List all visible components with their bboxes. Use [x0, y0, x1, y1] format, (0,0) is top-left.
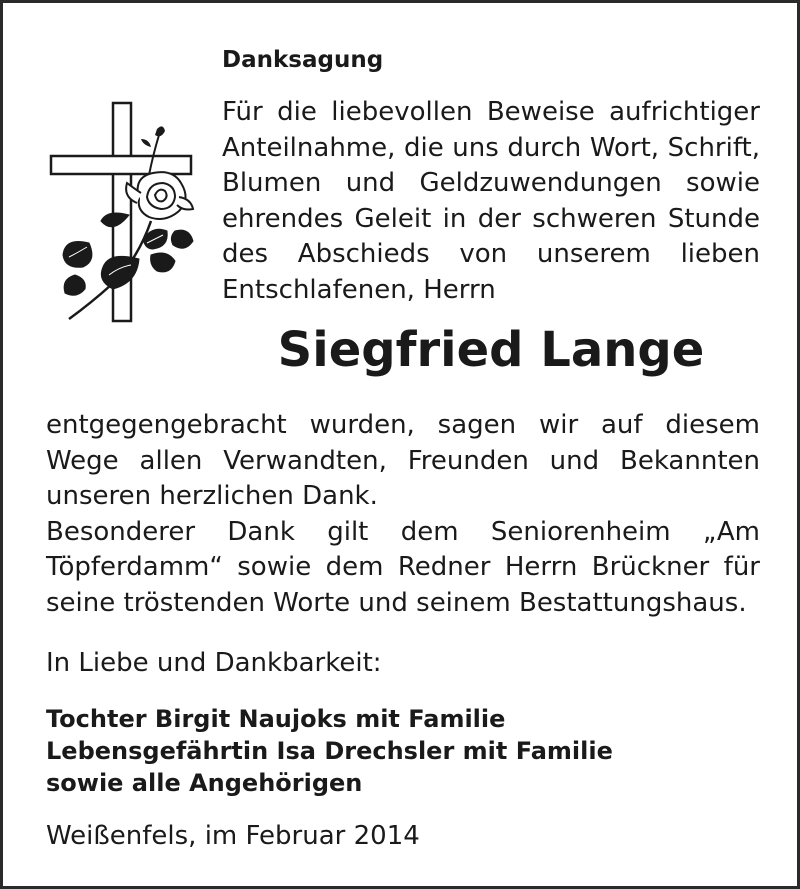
closing-line: In Liebe und Dankbarkeit: [46, 648, 382, 678]
notice-heading: Danksagung [222, 47, 384, 73]
signers-list [46, 703, 613, 799]
signer-line: Lebensgefährtin Isa Drechsler mit Familie [46, 737, 613, 765]
place-date: Weißenfels, im Februar 2014 [46, 821, 420, 851]
cross-with-rose-icon [47, 99, 197, 325]
signer-line: sowie alle Angehörigen [46, 769, 363, 797]
signer-line: Tochter Birgit Naujoks mit Familie [46, 705, 506, 733]
thanks-paragraph: entgegengebracht wurden, sagen wir auf diesem Wege allen Verwandten, Freunden und Bekannten unseren herzlichen Dank. [46, 410, 760, 511]
special-thanks-paragraph: Besonderer Dank gilt dem Seniorenheim „Am Töpferdamm“ sowie dem Redner Herrn Brückner für seine tröstenden Worte und seinem Bestattungshaus. [46, 516, 760, 618]
thanks-text [46, 408, 760, 621]
intro-paragraph: Für die liebevollen Beweise aufrichtiger Anteilnahme, die uns durch Wort, Schrift, Blumen und Geldzuwendungen sowie ehrendes Geleit in der schweren Stunde des Abschieds von unserem lieben Entschlafenen, Herrn [222, 97, 760, 305]
deceased-name: Siegfried Lange [277, 322, 705, 378]
